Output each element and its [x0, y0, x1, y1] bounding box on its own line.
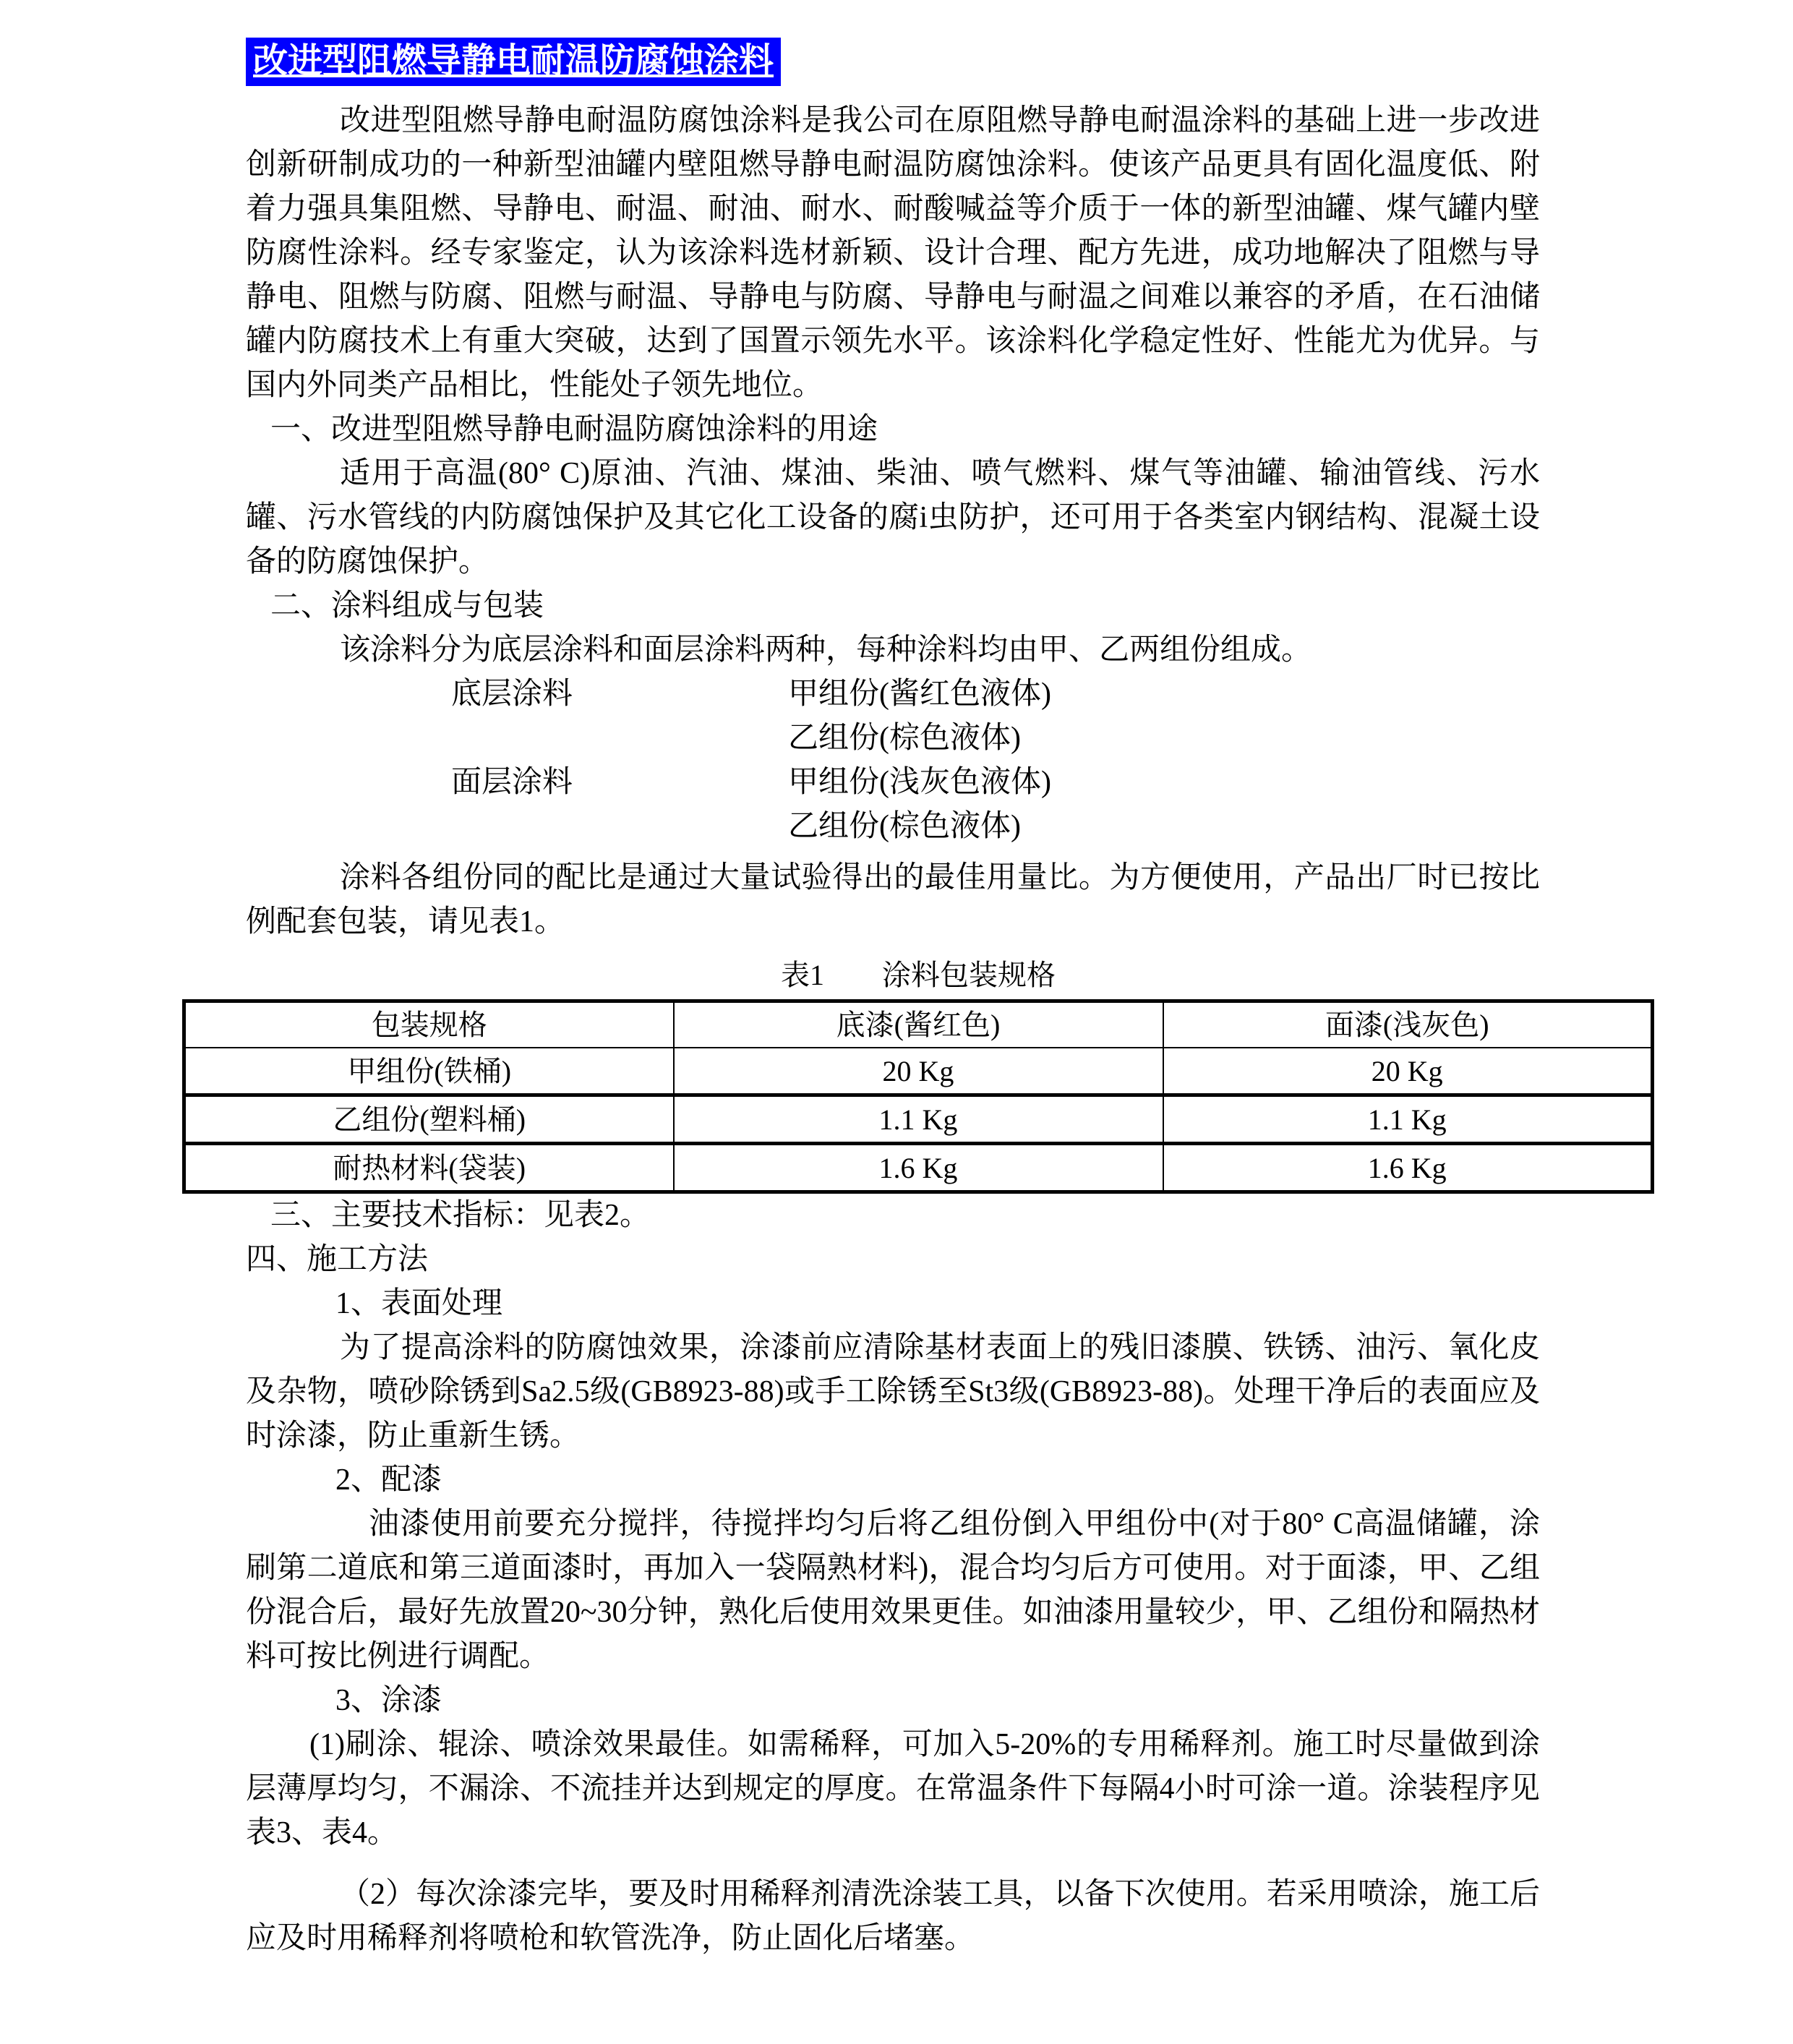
- component-layer-label: 面层涂料: [451, 766, 573, 799]
- table-header-cell: 面漆(浅灰色): [1163, 1001, 1653, 1048]
- table-row: [184, 1144, 1653, 1192]
- component-part-label: 甲组份(浅灰色液体): [788, 766, 1051, 799]
- sub-heading-mix-paint: 2、配漆: [335, 1463, 442, 1497]
- section-1-body: 适用于高温(80° C)原油、汽油、煤油、柴油、喷气燃料、煤气等油罐、输油管线、污水罐、污水管线的内防腐蚀保护及其它化工设备的腐i虫防护，还可用于各类室内钢结构、混凝土设备的防腐蚀保护。: [246, 457, 1540, 578]
- document-title: [246, 38, 1540, 86]
- table-cell: 1.6 Kg: [674, 1144, 1163, 1192]
- table-cell: 乙组份(塑料桶): [184, 1095, 674, 1144]
- table-row: [184, 1048, 1653, 1095]
- table-cell: 甲组份(铁桶): [184, 1048, 674, 1095]
- intro-paragraph: 改进型阻燃导静电耐温防腐蚀涂料是我公司在原阻燃导静电耐温涂料的基础上进一步改进创新研制成功的一种新型油罐内壁阻燃导静电耐温防腐蚀涂料。使该产品更具有固化温度低、附着力强具集阻燃、导静电、耐温、耐油、耐水、耐酸喊益等介质于一体的新型油罐、煤气罐内壁防腐性涂料。经专家鉴定，认为该涂料选材新颖、设计合理、配方先进，成功地解决了阻燃与导静电、阻燃与防腐、阻燃与耐温、导静电与防腐、导静电与耐温之间难以兼容的矛盾，在石油储罐内防腐技术上有重大突破，达到了国置示领先水平。该涂料化学稳定性好、性能尤为优异。与国内外同类产品相比，性能处子领先地位。: [246, 104, 1540, 402]
- section-2-lead: 该涂料分为底层涂料和面层涂料两种，每种涂料均由甲、乙两组份组成。: [340, 633, 1312, 667]
- component-part-label: 乙组份(棕色液体): [788, 810, 1021, 843]
- table-cell: 20 Kg: [1163, 1048, 1653, 1095]
- painting-paragraph-1: (1)刷涂、辊涂、喷涂效果最佳。如需稀释，可加入5-20%的专用稀释剂。施工时尽量做到涂层薄厚均匀，不漏涂、不流挂并达到规定的厚度。在常温条件下每隔4小时可涂一道。涂装程序见表3、表4。: [246, 1728, 1540, 1850]
- table1-caption: 表1 涂料包装规格: [781, 959, 1056, 991]
- sub-heading-painting: 3、涂漆: [335, 1684, 442, 1717]
- painting-paragraph-2: （2）每次涂漆完毕，要及时用稀释剂清洗涂装工具，以备下次使用。若采用喷涂，施工后应及时用稀释剂将喷枪和软管洗净，防止固化后堵塞。: [246, 1878, 1540, 1955]
- sub-heading-surface-prep: 1、表面处理: [335, 1287, 503, 1320]
- section-2-heading: 二、涂料组成与包装: [270, 589, 544, 623]
- section-2-note: 涂料各组份同的配比是通过大量试验得出的最佳用量比。为方便使用，产品出厂时已按比例配套包装，请见表1。: [246, 861, 1540, 938]
- section-1-heading: 一、改进型阻燃导静电耐温防腐蚀涂料的用途: [270, 413, 878, 446]
- table-cell: 20 Kg: [674, 1048, 1163, 1095]
- component-row: [246, 672, 1540, 717]
- component-list: [246, 672, 1540, 849]
- component-part-label: 乙组份(棕色液体): [788, 722, 1021, 755]
- component-part-label: 甲组份(酱红色液体): [788, 677, 1051, 711]
- document-title-text: 改进型阻燃导静电耐温防腐蚀涂料: [246, 38, 781, 86]
- table-header-row: [184, 1001, 1653, 1048]
- table-cell: 耐热材料(袋装): [184, 1144, 674, 1192]
- section-4-heading: 四、施工方法: [246, 1243, 429, 1276]
- surface-prep-body: 为了提高涂料的防腐蚀效果，涂漆前应清除基材表面上的残旧漆膜、铁锈、油污、氧化皮及杂物，喷砂除锈到Sa2.5级(GB8923-88)或手工除锈至St3级(GB8923-88)。处理干净后的表面应及时涂漆，防止重新生锈。: [246, 1331, 1540, 1453]
- table-row: [184, 1095, 1653, 1144]
- mix-paint-body: 油漆使用前要充分搅拌，待搅拌均匀后将乙组份倒入甲组份中(对于80° C高温储罐，涂刷第二道底和第三道面漆时，再加入一袋隔熟材料)，混合均匀后方可使用。对于面漆，甲、乙组份混合后，最好先放置20~30分钟，熟化后使用效果更佳。如油漆用量较少，甲、乙组份和隔热材料可按比例进行调配。: [246, 1508, 1540, 1673]
- table-cell: 1.1 Kg: [674, 1095, 1163, 1144]
- section-3-heading: 三、主要技术指标：见表2。: [270, 1199, 651, 1232]
- component-layer-label: 底层涂料: [451, 677, 573, 711]
- component-row: [246, 761, 1540, 805]
- table-header-cell: 包装规格: [184, 1001, 674, 1048]
- packaging-table-block: [182, 954, 1654, 1194]
- component-row: [246, 717, 1540, 761]
- table-cell: 1.1 Kg: [1163, 1095, 1653, 1144]
- packaging-spec-table: [182, 999, 1654, 1194]
- table-cell: 1.6 Kg: [1163, 1144, 1653, 1192]
- table-header-cell: 底漆(酱红色): [674, 1001, 1163, 1048]
- component-row: [246, 805, 1540, 849]
